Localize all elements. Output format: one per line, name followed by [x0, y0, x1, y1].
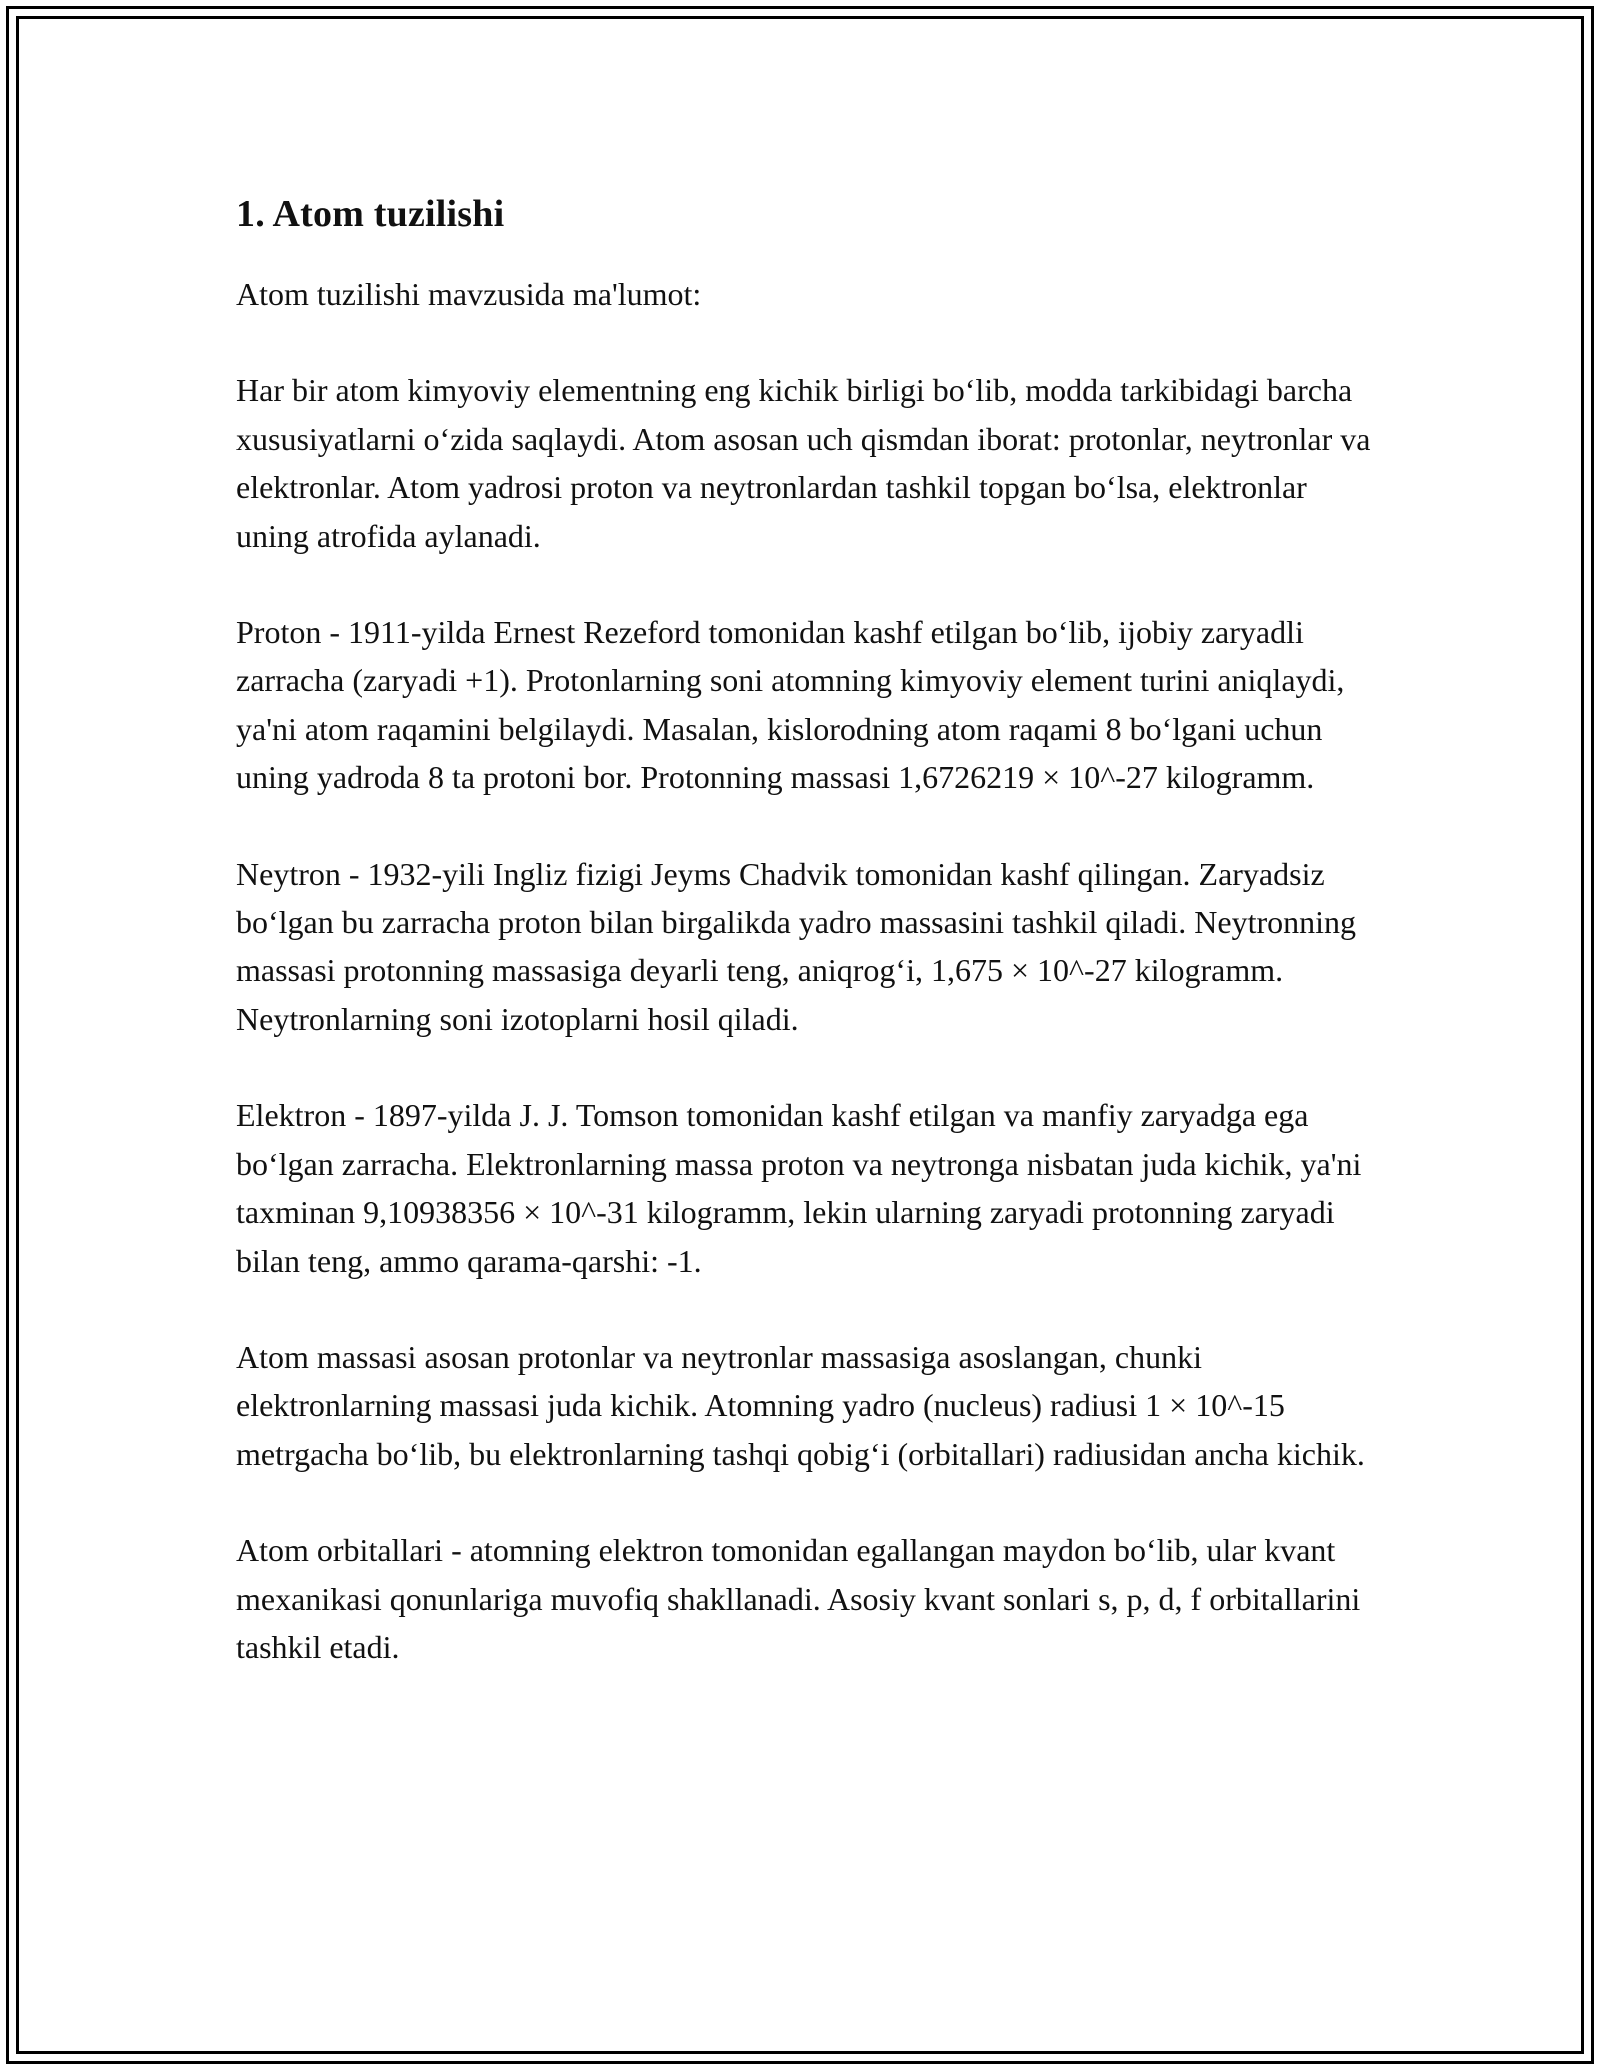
- section-title: 1. Atom tuzilishi: [236, 193, 505, 235]
- paragraph-proton: Proton - 1911-yilda Ernest Rezeford tomonidan kashf etilgan bo‘lib, ijobiy zaryadli zarracha (zaryadi +1). Protonlarning soni atomning kimyoviy element turini aniqlaydi, ya'ni atom raqamini belgilaydi. Masalan, kislorodning atom raqami 8 bo‘lgani uchun uning yadroda 8 ta protoni bor. Protonning massasi 1,6726219 × 10^-27 kilogramm.: [236, 614, 1345, 796]
- document-body: [236, 184, 1376, 1719]
- intro-paragraph: Atom tuzilishi mavzusida ma'lumot:: [236, 276, 702, 312]
- paragraph-neutron: Neytron - 1932-yili Ingliz fizigi Jeyms Chadvik tomonidan kashf qilingan. Zaryadsiz bo‘lgan bu zarracha proton bilan birgalikda yadro massasini tashkil qiladi. Neytronning massasi protonning massasiga deyarli teng, aniqrog‘i, 1,675 × 10^-27 kilogramm. Neytronlarning soni izotoplarni hosil qiladi.: [236, 855, 1357, 1037]
- paragraph-atom-overview: Har bir atom kimyoviy elementning eng kichik birligi bo‘lib, modda tarkibidagi barcha xususiyatlarni o‘zida saqlaydi. Atom asosan uch qismdan iborat: protonlar, neytronlar va elektronlar. Atom yadrosi proton va neytronlardan tashkil topgan bo‘lsa, elektronlar uning atrofida aylanadi.: [236, 372, 1371, 554]
- paragraph-electron: Elektron - 1897-yilda J. J. Tomson tomonidan kashf etilgan va manfiy zaryadga ega bo‘lgan zarracha. Elektronlarning massa proton va neytronga nisbatan juda kichik, ya'ni taxminan 9,10938356 × 10^-31 kilogramm, lekin ularning zaryadi protonning zaryadi bilan teng, ammo qarama-qarshi: -1.: [236, 1097, 1362, 1279]
- paragraph-orbitals: Atom orbitallari - atomning elektron tomonidan egallangan maydon bo‘lib, ular kvant mexanikasi qonunlariga muvofiq shakllanadi. Asosiy kvant sonlari s, p, d, f orbitallarini tashkil etadi.: [236, 1532, 1361, 1665]
- paragraph-atomic-mass: Atom massasi asosan protonlar va neytronlar massasiga asoslangan, chunki elektronlarning massasi juda kichik. Atomning yadro (nucleus) radiusi 1 × 10^-15 metrgacha bo‘lib, bu elektronlarning tashqi qobig‘i (orbitallari) radiusidan ancha kichik.: [236, 1338, 1365, 1472]
